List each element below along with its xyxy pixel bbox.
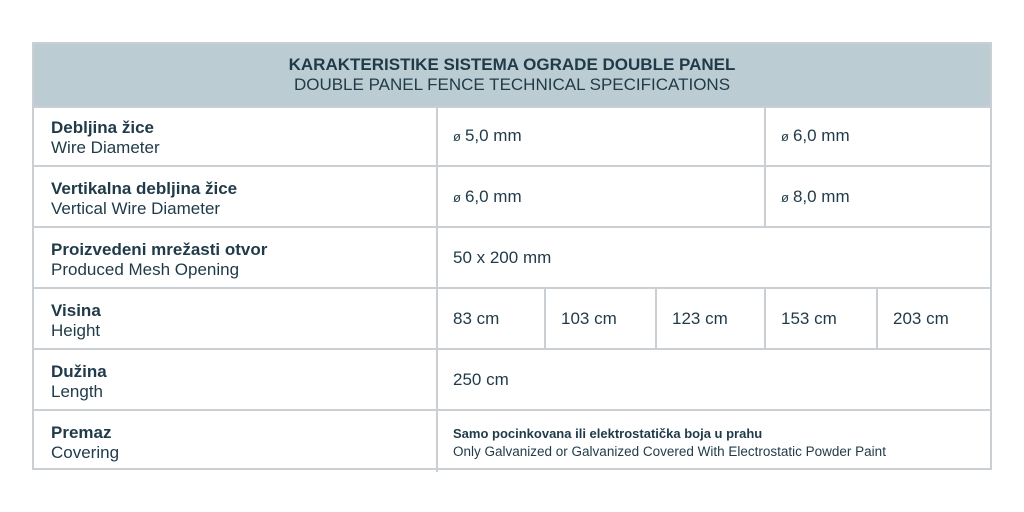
value-cell [766,289,878,348]
table-row-height [34,289,990,350]
value-text: 5,0 mm [464,126,522,145]
label-local: Visina [51,301,101,320]
table-row-wire-diameter [34,106,990,167]
label-english: Wire Diameter [51,138,160,157]
label-local: Vertikalna debljina žice [51,179,238,198]
value-text: 8,0 mm [792,187,850,206]
value-text: 123 cm [672,309,728,328]
value-cell [546,289,657,348]
value-cell [766,106,990,165]
value-text: 50 x 200 mm [453,248,552,267]
value-cell [438,167,766,226]
diameter-symbol: ø [781,129,789,144]
row-label [34,350,438,409]
label-english: Length [51,382,103,401]
title-english: DOUBLE PANEL FENCE TECHNICAL SPECIFICATIONS [293,75,731,94]
value-text: 6,0 mm [792,126,850,145]
value-text: 250 cm [453,370,509,389]
table-header [34,44,990,108]
value-cell [438,350,990,409]
covering-local: Samo pocinkovana ili elektrostatička boja u prahu [453,426,763,441]
value-cell [438,228,990,287]
diameter-symbol: ø [781,190,789,205]
label-english: Covering [51,443,120,462]
covering-english: Only Galvanized or Galvanized Covered With Electrostatic Powder Paint [453,444,886,459]
row-label [34,167,438,226]
table-row-length [34,350,990,411]
label-local: Dužina [51,362,107,381]
value-cell [766,167,990,226]
value-cell [878,289,990,348]
label-english: Vertical Wire Diameter [51,199,221,218]
value-text: 103 cm [561,309,617,328]
label-english: Height [51,321,101,340]
value-cell [438,289,546,348]
row-label [34,106,438,165]
diameter-symbol: ø [453,190,461,205]
value-text: 153 cm [781,309,837,328]
row-label [34,289,438,348]
specifications-table [32,42,992,470]
value-cell [438,106,766,165]
label-local: Premaz [51,423,112,442]
value-cell [657,289,766,348]
table-row-mesh-opening [34,228,990,289]
row-label [34,411,438,472]
value-text: 83 cm [453,309,500,328]
title-local: KARAKTERISTIKE SISTEMA OGRADE DOUBLE PANEL [288,55,736,74]
label-local: Proizvedeni mrežasti otvor [51,240,268,259]
label-english: Produced Mesh Opening [51,260,240,279]
value-cell [438,411,990,472]
label-local: Debljina žice [51,118,154,137]
value-text: 203 cm [893,309,949,328]
diameter-symbol: ø [453,129,461,144]
table-row-vertical-wire [34,167,990,228]
row-label [34,228,438,287]
value-text: 6,0 mm [464,187,522,206]
table-row-covering [34,411,990,472]
